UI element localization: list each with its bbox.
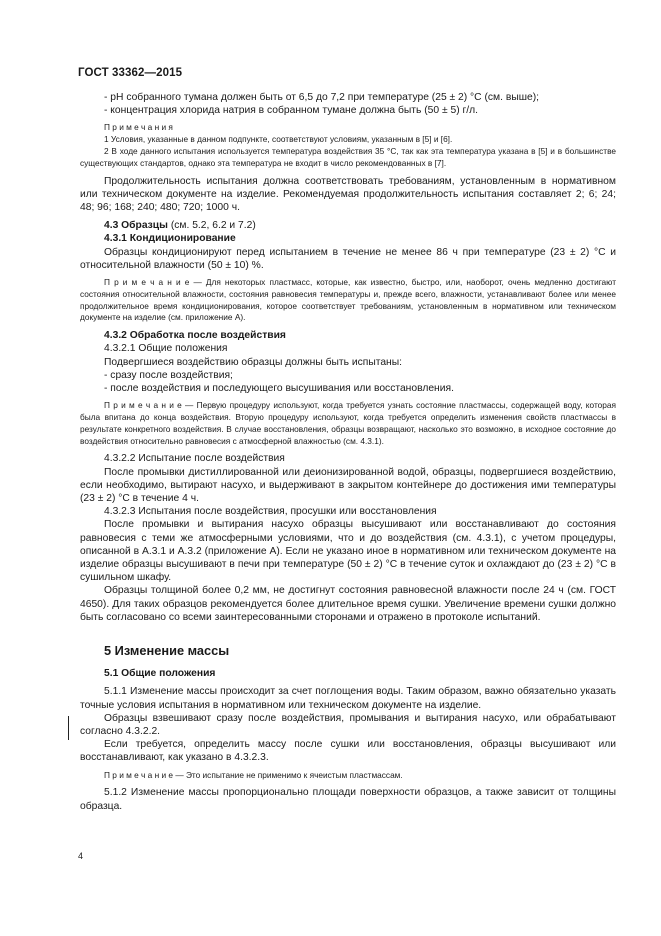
- note-item: 2 В ходе данного испытания используется температура воздействия 35 °С, так как эта температура указана в [5] и в большинстве существующих стандартов, однако эта температура не входит в число рекомендованных в [7].: [80, 146, 616, 168]
- chapter-heading: 5 Изменение массы: [104, 643, 230, 659]
- paragraph: После промывки дистиллированной или деионизированной водой, образцы, подвергшиеся воздействию, если необходимо, вытирают насухо, и выдерживают в закрытом контейнере до достижения ими температуры (23 ± 2) °С в течение 4 ч.: [80, 466, 616, 505]
- paragraph: - pH собранного тумана должен быть от 6,5 до 7,2 при температуре (25 ± 2) °С (см. выше);: [104, 92, 539, 103]
- paragraph: - сразу после воздействия;: [104, 369, 233, 381]
- section-heading: 5.1 Общие положения: [104, 668, 216, 680]
- paragraph: Продолжительность испытания должна соответствовать требованиям, установленным в нормативном или техническом документе на изделие. Рекомендуемая продолжительность испытания составляет 2; 6; 24; 48; 96; 168; 240; 480; 720; 1000 ч.: [80, 175, 616, 213]
- note-heading: П р и м е ч а н и я: [104, 122, 173, 133]
- paragraph: Образцы кондиционируют перед испытанием в течение не менее 86 ч при температуре (23 ± 2) °С и относительной влажности (50 ± 10) %.: [80, 246, 616, 271]
- paragraph: Подвергшиеся воздействию образцы должны быть испытаны:: [104, 356, 403, 368]
- paragraph: - концентрация хлорида натрия в собранном тумане должна быть (50 ± 5) г/л.: [104, 105, 478, 117]
- paragraph: 5.1.1 Изменение массы происходит за счет поглощения воды. Таким образом, важно обязательно указать точные условия испытания в нормативном или техническом документе на изделие.: [80, 686, 616, 711]
- paragraph: Если требуется, определить массу после сушки или восстановления, образцы высушивают или восстанавливают, как указано в 4.3.2.3.: [80, 739, 616, 764]
- document-header: ГОСТ 33362—2015: [78, 67, 183, 79]
- note: П р и м е ч а н и е — Это испытание не применимо к ячеистым пластмассам.: [104, 769, 403, 780]
- clause-heading: 4.3.2.2 Испытание после воздействия: [104, 453, 285, 465]
- paragraph: - после воздействия и последующего высушивания или восстановления.: [104, 383, 454, 395]
- note-item: 1 Условия, указанные в данном подпункте, соответствуют условиям, указанным в [5] и [6].: [104, 134, 453, 145]
- note: П р и м е ч а н и е — Первую процедуру используют, когда требуется узнать состояние пластмассы, содержащей воду, которая была впитана до конца воздействия. Вторую процедуру используют, когда требуется определить изменения свойств пластмассы в результате конкретного воздействия. В случае восстановления, образцы возвращают, насколько это возможно, в исходное состояние до воздействия относительно равновесия с атмосферной влажностью (см. 4.3.1).: [80, 400, 616, 446]
- paragraph: После промывки и вытирания насухо образцы высушивают или восстанавливают до состояния равновесия с теми же атмосферными условиями, что и до воздействия (см. 4.3.1), с учетом процедуры, описанной в А.3.1 и А.3.2 (приложение А). Если не указано иное в нормативном или техническом документе на изделие образцы высушивают в печи при температуре (50 ± 2) °С в течение суток и охлаждают до (23 ± 2) °С в сушильном шкафу.: [80, 519, 616, 584]
- subsection-heading: 4.3.2 Обработка после воздействия: [104, 330, 286, 342]
- subsection-heading: 4.3.1 Кондиционирование: [104, 233, 236, 245]
- page-number: 4: [78, 851, 84, 861]
- paragraph: Образцы толщиной более 0,2 мм, не достигнут состояния равновесной влажности после 24 ч (см. ГОСТ 4650). Для таких образцов рекомендуется более длительное время сушки. Увеличение времени сушки должно быть согласовано со всеми заинтересованными сторонами и отражено в протоколе испытаний.: [80, 585, 616, 623]
- section-ref: (см. 5.2, 6.2 и 7.2): [170, 220, 256, 232]
- section-title: 4.3 Образцы: [104, 220, 168, 232]
- note: П р и м е ч а н и е — Для некоторых пластмасс, которые, как известно, быстро, или, наоборот, очень медленно достигают состояния относительной влажности, состояния равновесия температуры и, прежде всего, влажности, устанавливают более или менее продолжительное время кондиционирования, которое соответствует требованиям, установленным в нормативном или техническом документе на изделие (см. приложение А).: [80, 277, 616, 323]
- change-bar: [68, 716, 69, 740]
- clause-heading: 4.3.2.1 Общие положения: [104, 343, 228, 355]
- paragraph: 5.1.2 Изменение массы пропорционально площади поверхности образцов, а также зависит от толщины образца.: [80, 787, 616, 812]
- clause-heading: 4.3.2.3 Испытания после воздействия, просушки или восстановления: [104, 506, 437, 518]
- document-body: [80, 91, 616, 813]
- section-heading: [80, 219, 616, 232]
- paragraph: Образцы взвешивают сразу после воздействия, промывания и вытирания насухо, или обрабатывают согласно 4.3.2.2.: [80, 712, 616, 738]
